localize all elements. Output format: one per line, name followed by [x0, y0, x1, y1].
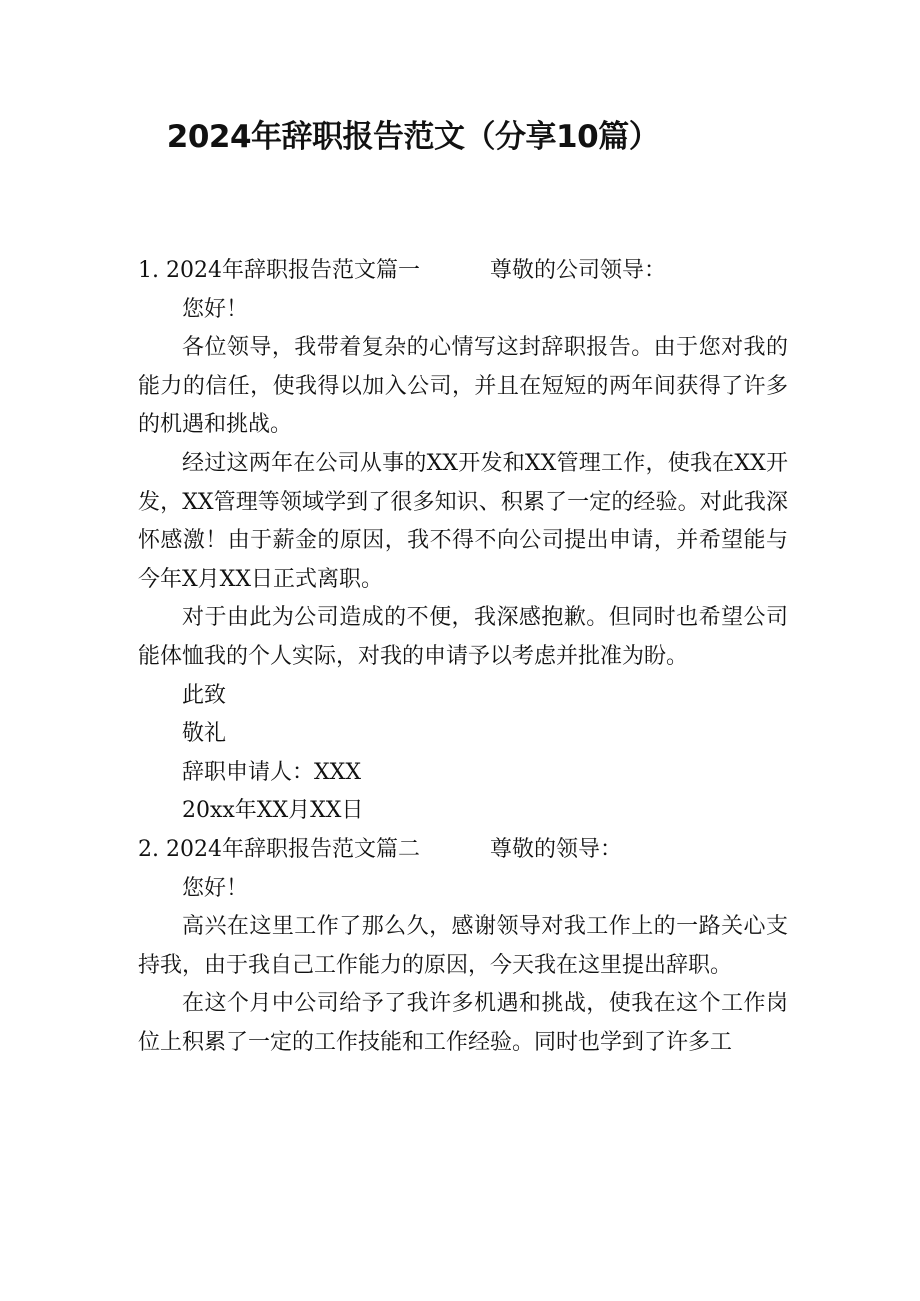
section-1-closing-2: 敬礼: [182, 721, 227, 747]
section-2-salutation: 尊敬的领导：: [490, 836, 623, 862]
section-2-paragraph-2: 在这个月中公司给予了我许多机遇和挑战，使我在这个工作岗位上积累了一定的工作技能和工作经验。同时也学到了许多工: [138, 991, 788, 1055]
section-2-greeting: 您好！: [182, 875, 249, 901]
section-2-heading-line: [138, 831, 788, 870]
section-2-heading: 2. 2024年辞职报告范文篇二: [138, 836, 420, 862]
section-1-closing-1: 此致: [182, 682, 227, 708]
section-1-salutation: 尊敬的公司领导：: [490, 258, 667, 283]
section-1-greeting: 您好！: [182, 296, 249, 322]
section-2-paragraph-1: 高兴在这里工作了那么久，感谢领导对我工作上的一路关心支持我，由于我自己工作能力的原因，今天我在这里提出辞职。: [138, 914, 788, 978]
section-1-date: 20xx年XX月XX日: [182, 798, 364, 824]
section-1-heading: 1. 2024年辞职报告范文篇一: [138, 258, 420, 283]
document-body: [138, 252, 788, 1062]
section-1-paragraph-3: 对于由此为公司造成的不便，我深感抱歉。但同时也希望公司能体恤我的个人实际，对我的申请予以考虑并批准为盼。: [138, 605, 788, 669]
section-1-heading-line: [138, 252, 788, 291]
section-1-paragraph-2: 经过这两年在公司从事的XX开发和XX管理工作，使我在XX开发，XX管理等领域学到了很多知识、积累了一定的经验。对此我深怀感激！由于薪金的原因，我不得不向公司提出申请，并希望能与今年X月XX日正式离职。: [138, 450, 788, 592]
section-1-paragraph-1: 各位领导，我带着复杂的心情写这封辞职报告。由于您对我的能力的信任，使我得以加入公司，并且在短短的两年间获得了许多的机遇和挑战。: [138, 335, 788, 438]
document-title: 2024年辞职报告范文（分享10篇）: [166, 119, 660, 155]
section-1-signature: 辞职申请人：XXX: [182, 759, 361, 785]
